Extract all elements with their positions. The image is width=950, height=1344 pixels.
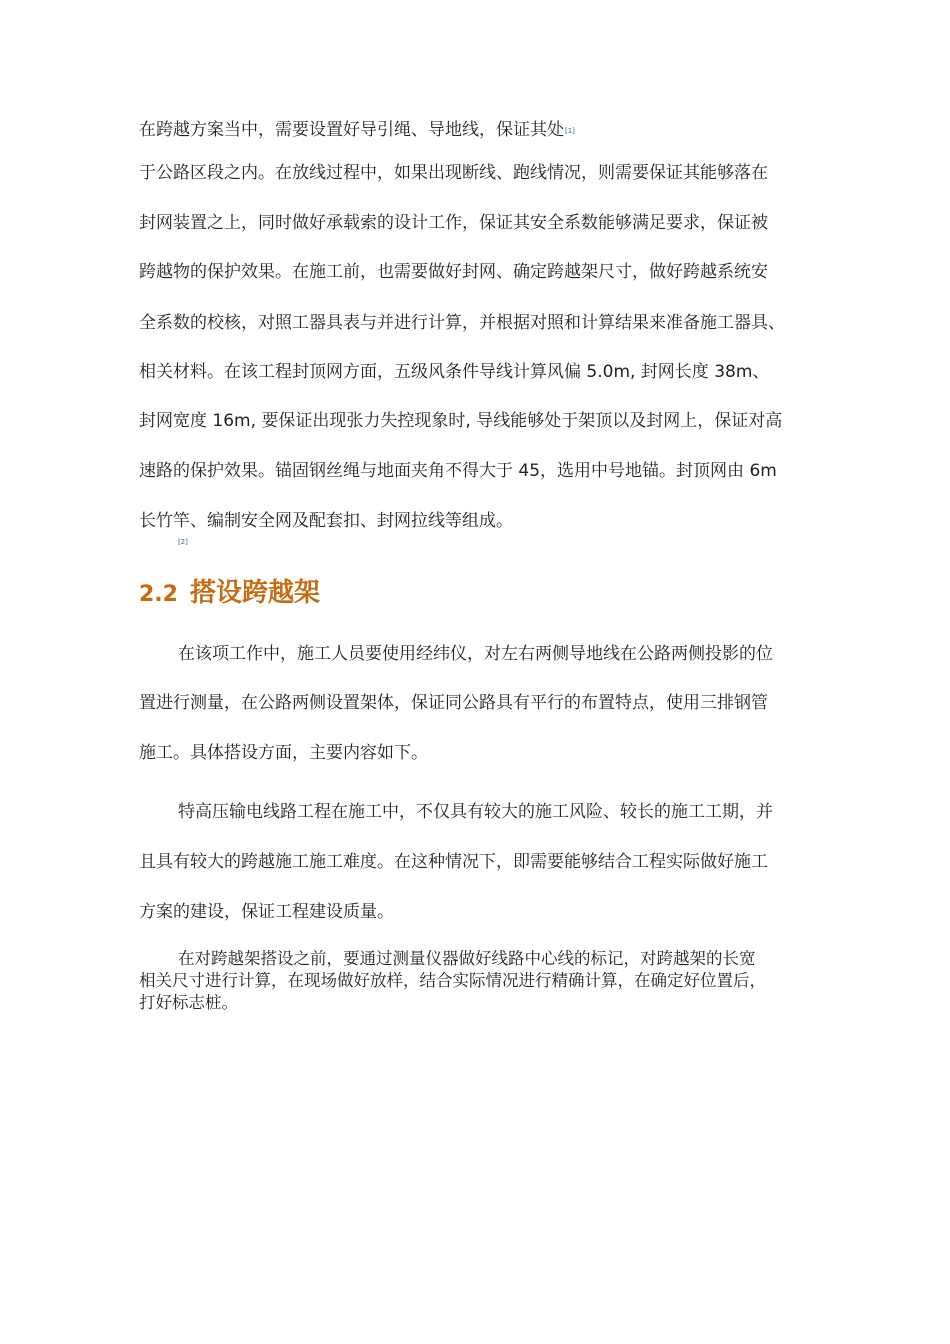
section-heading — [139, 576, 320, 612]
paragraph-line: 相关尺寸进行计算，在现场做好放样，结合实际情况进行精确计算，在确定好位置后， — [139, 971, 766, 990]
section-title: 搭设跨越架 — [189, 578, 320, 608]
paragraph-line: 全系数的校核，对照工器具表与并进行计算，并根据对照和计算结果来准备施工器具、 — [139, 313, 785, 333]
paragraph-line: 跨越物的保护效果。在施工前，也需要做好封网、确定跨越架尺寸，做好跨越系统安 — [139, 262, 768, 282]
paragraph-line — [139, 119, 575, 144]
paragraph-line: 特高压输电线路工程在施工中，不仅具有较大的施工风险、较长的施工工期，并 — [178, 802, 773, 822]
paragraph-line: 置进行测量，在公路两侧设置架体，保证同公路具有平行的布置特点，使用三排钢管 — [139, 693, 768, 713]
paragraph-line: 相关材料。在该工程封顶网方面，五级风条件导线计算风偏 5.0m, 封网长度 38m、 — [139, 362, 770, 382]
paragraph-line: 打好标志桩。 — [139, 993, 238, 1012]
paragraph-line: 且具有较大的跨越施工施工难度。在这种情况下，即需要能够结合工程实际做好施工 — [139, 852, 768, 872]
paragraph-line: 封网宽度 16m, 要保证出现张力失控现象时, 导线能够处于架顶以及封网上，保证对高 — [139, 411, 783, 431]
paragraph-line: 速路的保护效果。锚固钢丝绳与地面夹角不得大于 45，选用中号地锚。封顶网由 6m — [139, 461, 777, 481]
section-number: 2.2 — [139, 582, 178, 607]
paragraph-line: 施工。具体搭设方面，主要内容如下。 — [139, 743, 428, 763]
paragraph-line: 在对跨越架搭设之前，要通过测量仪器做好线路中心线的标记，对跨越架的长宽 — [178, 949, 756, 968]
paragraph-line: 于公路区段之内。在放线过程中，如果出现断线、跑线情况，则需要保证其能够落在 — [139, 163, 768, 183]
paragraph-line: 方案的建设，保证工程建设质量。 — [139, 902, 394, 922]
paragraph-line: 长竹竿、编制安全网及配套扣、封网拉线等组成。 — [139, 511, 513, 531]
paragraph-line: 封网装置之上，同时做好承载索的设计工作，保证其安全系数能够满足要求，保证被 — [139, 213, 768, 233]
paragraph-text: 在跨越方案当中，需要设置好导引绳、导地线，保证其处 — [139, 120, 564, 140]
paragraph-line: 在该项工作中，施工人员要使用经纬仪，对左右两侧导地线在公路两侧投影的位 — [178, 644, 773, 664]
citation-ref[interactable]: [1] — [565, 127, 575, 135]
citation-ref[interactable]: [2] — [178, 538, 188, 546]
